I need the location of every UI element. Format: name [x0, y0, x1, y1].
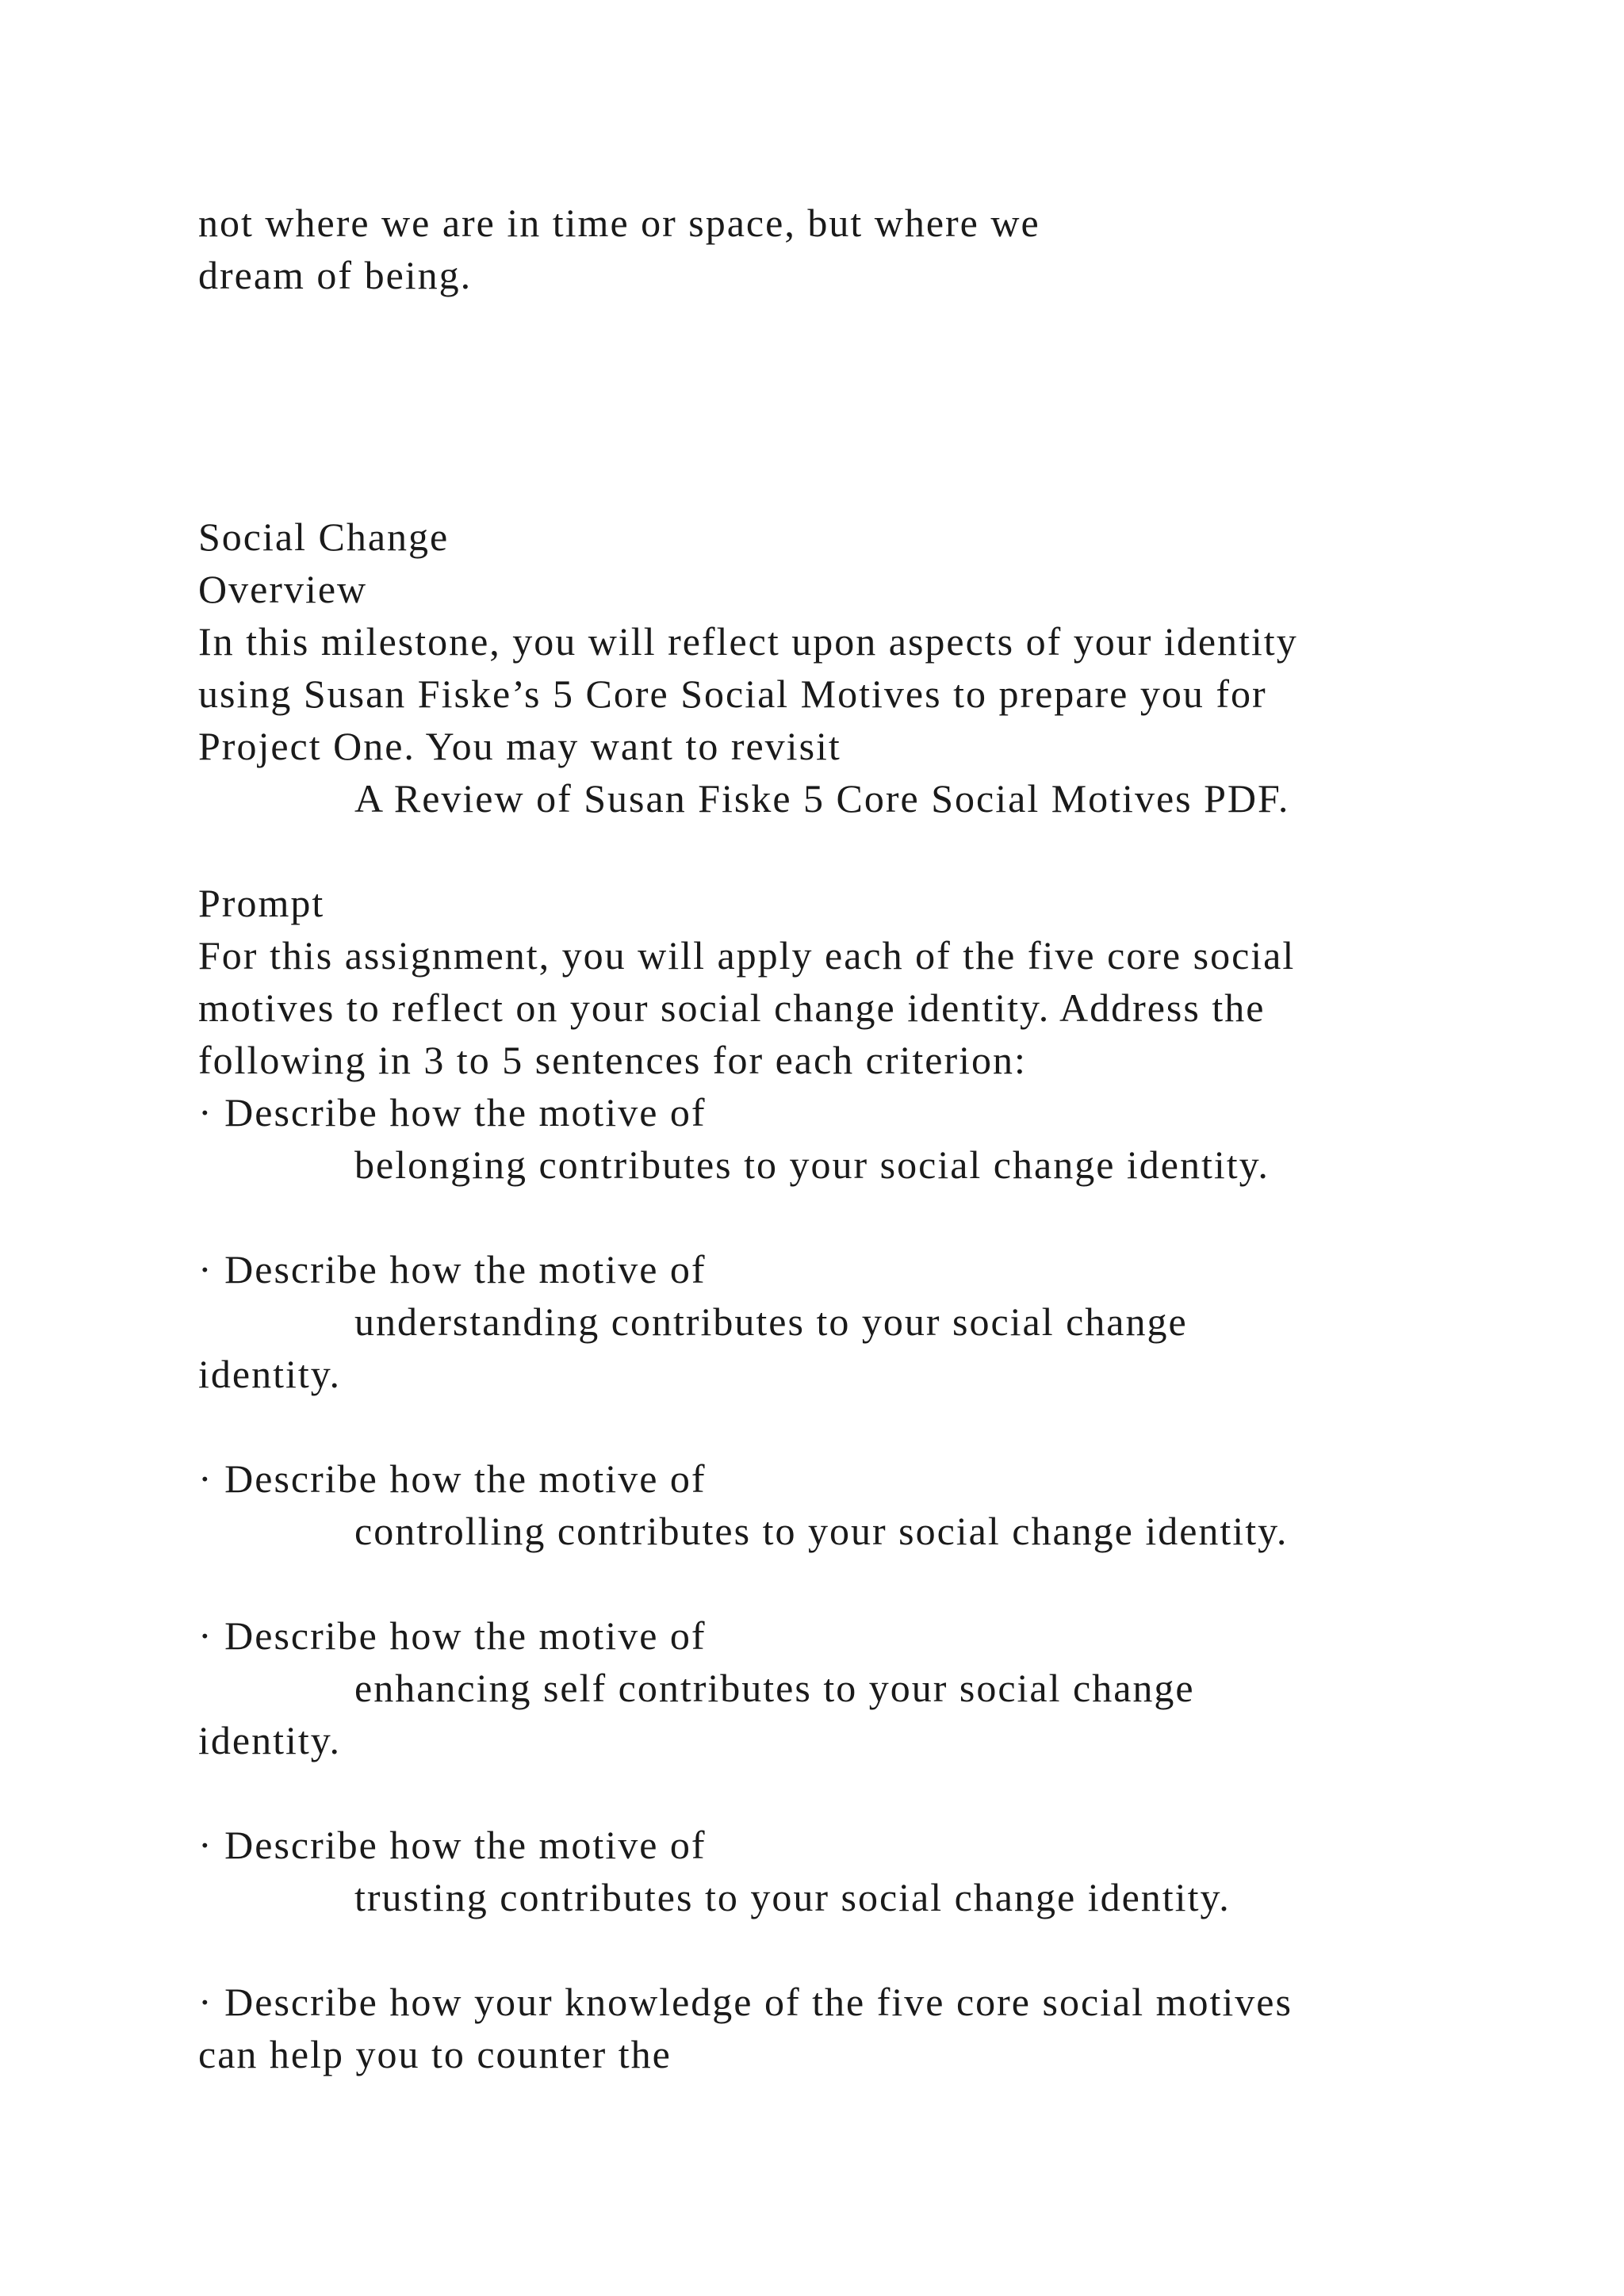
intro-line-2: dream of being.	[198, 253, 473, 297]
criterion-enhancing-self-text: enhancing self contributes to your social change	[354, 1666, 1195, 1710]
criterion-enhancing-self-text-cont: identity.	[198, 1718, 342, 1762]
criterion-belonging-text: belonging contributes to your social change identity.	[354, 1142, 1270, 1187]
criterion-knowledge-text: can help you to counter the	[198, 2032, 672, 2076]
criterion-enhancing-self-lead: · Describe how the motive of	[198, 1613, 707, 1658]
criterion-understanding-text: understanding contributes to your social change	[354, 1299, 1188, 1344]
criterion-understanding-text-cont: identity.	[198, 1352, 342, 1396]
prompt-line-2: motives to reflect on your social change identity. Address the	[198, 985, 1266, 1030]
overview-line-1: In this milestone, you will reflect upon aspects of your identity	[198, 619, 1298, 664]
criterion-belonging-lead: · Describe how the motive of	[198, 1090, 707, 1135]
criterion-knowledge-lead: · Describe how your knowledge of the five core social motives	[198, 1980, 1293, 2024]
criterion-controlling-text: controlling contributes to your social change identity.	[354, 1509, 1289, 1553]
overview-line-2: using Susan Fiske’s 5 Core Social Motives to prepare you for	[198, 672, 1267, 716]
overview-line-3: Project One. You may want to revisit	[198, 724, 841, 768]
prompt-line-3: following in 3 to 5 sentences for each criterion:	[198, 1038, 1027, 1082]
criterion-controlling-lead: · Describe how the motive of	[198, 1456, 707, 1501]
criterion-trusting-lead: · Describe how the motive of	[198, 1823, 707, 1867]
overview-link[interactable]: A Review of Susan Fiske 5 Core Social Motives PDF.	[354, 776, 1290, 821]
prompt-line-1: For this assignment, you will apply each of the five core social	[198, 933, 1296, 978]
section-heading: Social Change	[198, 515, 450, 559]
intro-line-1: not where we are in time or space, but where we	[198, 201, 1040, 245]
prompt-title: Prompt	[198, 881, 325, 925]
overview-title: Overview	[198, 567, 368, 611]
criterion-trusting-text: trusting contributes to your social change identity.	[354, 1875, 1231, 1919]
criterion-understanding-lead: · Describe how the motive of	[198, 1247, 707, 1292]
